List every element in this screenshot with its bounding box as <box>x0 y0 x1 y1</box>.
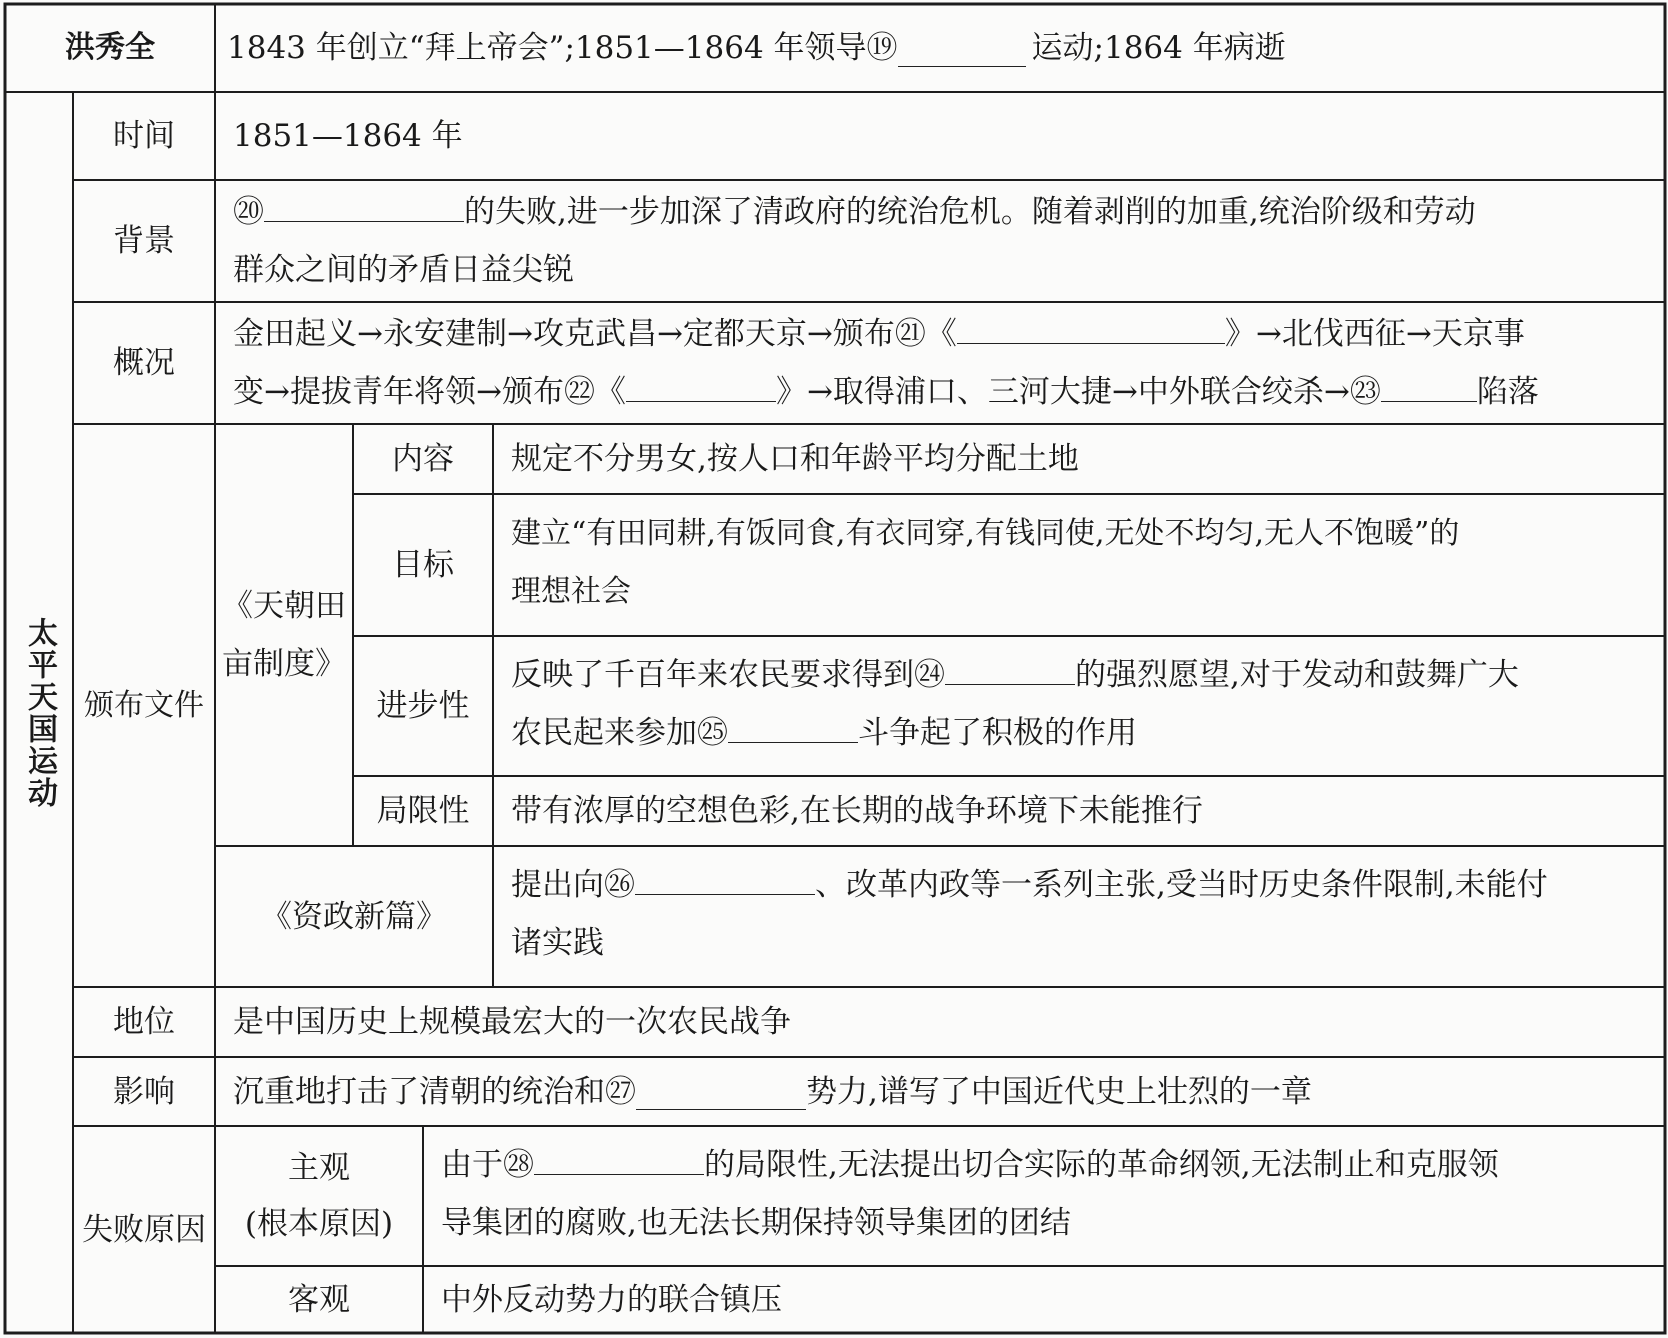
subjective-part1: 由于 <box>441 1147 503 1183</box>
progress-part3: 农民起来参加 <box>511 715 697 751</box>
subjective-label-line2: (根本原因) <box>244 1206 394 1242</box>
blank-number-28: ㉘ <box>503 1147 534 1183</box>
subjective-label-line1: 主观 <box>288 1150 350 1186</box>
blank-number-20: ⑳ <box>233 194 264 230</box>
fill-blank-19[interactable] <box>898 30 1026 67</box>
blank-number-25: ㉕ <box>697 715 728 751</box>
zizheng-document-name: 《资政新篇》 <box>261 898 447 935</box>
fill-blank-23[interactable] <box>1381 365 1477 402</box>
goal-line2: 理想社会 <box>511 574 631 609</box>
content-text: 规定不分男女,按人口和年龄平均分配土地 <box>511 441 1079 477</box>
goal-label: 目标 <box>392 547 454 583</box>
limitation-label: 局限性 <box>376 793 470 829</box>
subjective-part2: 的局限性,无法提出切合实际的革命纲领,无法制止和克服领 <box>704 1147 1499 1183</box>
zizheng-part1: 提出向 <box>511 867 604 903</box>
influence-text <box>215 1057 1665 1126</box>
time-label: 时间 <box>113 118 175 154</box>
blank-number-23: ㉓ <box>1349 374 1381 410</box>
failure-label: 失败原因 <box>82 1211 206 1248</box>
tianchao-name-line2: 亩制度》 <box>222 646 346 682</box>
overview-part3: 变→提拔青年将领→颁布 <box>233 374 564 410</box>
progress-part2: 的强烈愿望,对于发动和鼓舞广大 <box>1075 657 1519 693</box>
influence-part2: 势力,谱写了中国近代史上壮烈的一章 <box>806 1073 1312 1110</box>
overview-part1: 金田起义→永安建制→攻克武昌→定都天京→颁布 <box>233 316 895 352</box>
objective-text: 中外反动势力的联合镇压 <box>441 1281 782 1318</box>
fill-blank-22[interactable] <box>626 365 776 402</box>
fill-blank-27[interactable] <box>636 1073 806 1110</box>
status-text: 是中国历史上规模最宏大的一次农民战争 <box>233 1004 791 1040</box>
time-value: 1851—1864 年 <box>233 118 463 154</box>
influence-part1: 沉重地打击了清朝的统治和 <box>233 1073 605 1110</box>
zizheng-text <box>493 856 1665 987</box>
hong-xiuquan-description <box>215 4 1665 92</box>
tianchao-document-name <box>215 424 353 846</box>
overview-part5: 陷落 <box>1476 374 1539 410</box>
blank-number-21: ㉑《 <box>894 316 957 352</box>
influence-label: 影响 <box>113 1073 175 1110</box>
zizheng-part2: 、改革内政等一系列主张,受当时历史条件限制,未能付 <box>815 867 1548 903</box>
progress-text <box>493 646 1665 776</box>
goal-text <box>493 505 1665 636</box>
zizheng-line2: 诸实践 <box>511 925 604 961</box>
progress-part1: 反映了千百年来农民要求得到 <box>511 657 914 693</box>
background-text <box>215 183 1665 302</box>
blank-number-19: ⑲ <box>866 30 898 66</box>
fill-blank-21[interactable] <box>957 307 1225 344</box>
hong-xiuquan-label: 洪秀全 <box>65 30 155 65</box>
movement-label: 太平天国运动 <box>22 616 57 809</box>
overview-part2: 》→北伐西征→天京事 <box>1224 316 1525 352</box>
overview-label: 概况 <box>113 345 175 381</box>
background-line2: 群众之间的矛盾日益尖锐 <box>233 252 574 288</box>
progress-label: 进步性 <box>376 688 470 724</box>
limitation-text: 带有浓厚的空想色彩,在长期的战争环境下未能推行 <box>511 793 1203 829</box>
fill-blank-20[interactable] <box>264 185 464 222</box>
documents-label: 颁布文件 <box>84 687 204 723</box>
progress-part4: 斗争起了积极的作用 <box>858 715 1137 751</box>
blank-number-24: ㉔ <box>914 657 945 693</box>
overview-text <box>215 305 1665 424</box>
fill-blank-28[interactable] <box>534 1138 704 1175</box>
status-label: 地位 <box>113 1004 175 1040</box>
background-label: 背景 <box>113 223 175 259</box>
hong-text-part2: 运动;1864 年病逝 <box>1031 30 1286 66</box>
fill-blank-24[interactable] <box>945 648 1075 685</box>
hong-text-part1: 1843 年创立“拜上帝会”;1851—1864 年领导 <box>227 30 867 66</box>
objective-label: 客观 <box>288 1281 350 1318</box>
blank-number-26: ㉖ <box>604 867 635 903</box>
blank-number-27: ㉗ <box>605 1073 636 1110</box>
subjective-label <box>215 1126 423 1266</box>
content-label: 内容 <box>392 441 454 477</box>
movement-label-cell <box>5 92 73 1333</box>
fill-blank-25[interactable] <box>728 706 858 743</box>
fill-blank-26[interactable] <box>635 858 815 895</box>
blank-number-22: ㉒《 <box>563 374 626 410</box>
background-line1: 的失败,进一步加深了清政府的统治危机。随着剥削的加重,统治阶级和劳动 <box>464 194 1476 230</box>
overview-part4: 》→取得浦口、三河大捷→中外联合绞杀→ <box>775 374 1350 410</box>
goal-line1: 建立“有田同耕,有饭同食,有衣同穿,有钱同使,无处不均匀,无人不饱暖”的 <box>511 516 1460 551</box>
tianchao-name-line1: 《天朝田 <box>222 588 346 624</box>
subjective-text <box>423 1136 1665 1266</box>
subjective-line2: 导集团的腐败,也无法长期保持领导集团的团结 <box>441 1205 1071 1241</box>
